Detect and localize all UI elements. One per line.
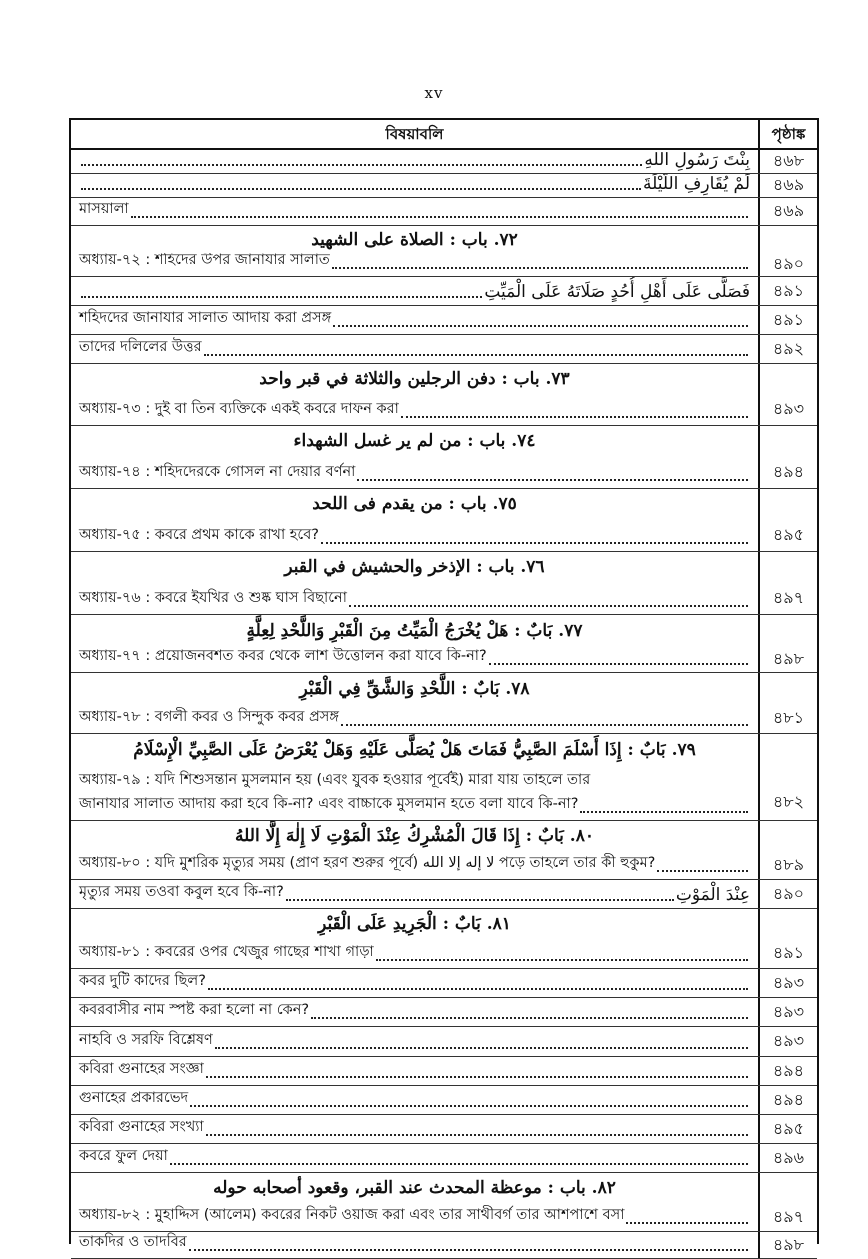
entry-text: অধ্যায়-৭৫ : কবরে প্রথম কাকে রাখা হবে? bbox=[79, 524, 319, 551]
chapter-heading: ٧٥. باب : من يقدم فى اللحد bbox=[312, 494, 517, 514]
table-row bbox=[71, 277, 817, 306]
entry-text: শহিদদের জানাযার সালাত আদায় করা প্রসঙ্গ bbox=[79, 307, 331, 334]
page-number-cell: ৪৯৩ bbox=[772, 1031, 805, 1050]
table-row bbox=[71, 1027, 817, 1057]
table-row bbox=[71, 765, 817, 821]
topic-cell bbox=[71, 277, 760, 305]
entry-text: তাদের দলিলের উত্তর bbox=[79, 336, 202, 363]
topic-cell bbox=[71, 364, 760, 393]
topic-cell bbox=[71, 615, 760, 647]
topic-cell bbox=[71, 335, 760, 363]
table-row bbox=[71, 1173, 817, 1203]
page-number-cell: ৪৯৫ bbox=[772, 1118, 805, 1138]
entry-text: অধ্যায়-৭৩ : দুই বা তিন ব্যক্তিকে একই কবরে দাফন করা bbox=[79, 398, 399, 425]
page-number-cell bbox=[760, 734, 817, 765]
table-row bbox=[71, 1086, 817, 1115]
topic-cell bbox=[71, 456, 760, 488]
table-row bbox=[71, 1203, 817, 1232]
entry-text: কবরে ফুল দেয়া bbox=[79, 1145, 168, 1172]
entry-text: কবিরা গুনাহের সংজ্ঞা bbox=[79, 1058, 204, 1085]
page-number-cell: ৪৯৫ bbox=[772, 524, 805, 544]
topic-cell bbox=[71, 821, 760, 851]
header-page: পৃষ্ঠাঙ্ক bbox=[771, 125, 806, 143]
table-row bbox=[71, 552, 817, 582]
topic-cell bbox=[71, 734, 760, 765]
page-number-cell: ৪৯৩ bbox=[772, 1001, 805, 1021]
entry-text: জানাযার সালাত আদায় করা হবে কি-না? এবং বাচ্চাকে মুসলমান হতে বলা যাবে কি-না? bbox=[79, 793, 578, 820]
topic-cell bbox=[71, 851, 760, 879]
page-number-cell: ৪৮২ bbox=[772, 792, 805, 811]
table-row bbox=[71, 1115, 817, 1144]
table-row bbox=[71, 253, 817, 277]
table-row bbox=[71, 1057, 817, 1086]
topic-cell bbox=[71, 1203, 760, 1231]
toc-header bbox=[71, 120, 817, 150]
dot-leader bbox=[349, 605, 748, 607]
page-number-cell bbox=[760, 426, 817, 456]
table-row bbox=[71, 426, 817, 456]
table-row bbox=[71, 150, 817, 174]
entry-text: অধ্যায়-৭২ : শহিদের উপর জানাযার সালাত bbox=[79, 253, 330, 276]
dot-leader bbox=[376, 959, 748, 961]
entry-text-line2 bbox=[79, 793, 750, 820]
table-row bbox=[71, 734, 817, 765]
page-number-cell: ৪৯৪ bbox=[772, 1089, 805, 1109]
table-row bbox=[71, 335, 817, 364]
dot-leader bbox=[341, 724, 748, 726]
table-row bbox=[71, 364, 817, 393]
entry-text: অধ্যায়-৭৭ : প্রয়োজনবশত কবর থেকে লাশ উত্তোলন করা যাবে কি-না? bbox=[79, 647, 487, 672]
page-number-cell bbox=[760, 364, 817, 393]
topic-cell bbox=[71, 673, 760, 704]
chapter-heading: ٧٧. بَابٌ : هَلْ يُخْرَجُ الْمَيِّتُ مِنَ الْقَبْرِ وَاللَّحْدِ لِعِلَّةٍ bbox=[246, 621, 583, 641]
page-number-cell bbox=[760, 226, 817, 253]
page-number-cell: ৪৯০ bbox=[772, 883, 805, 903]
table-row bbox=[71, 306, 817, 335]
topic-cell bbox=[71, 880, 760, 908]
dot-leader bbox=[626, 1222, 748, 1224]
entry-text: অধ্যায়-৮২ : মুহাদ্দিস (আলেম) কবরের নিকট ওয়াজ করা এবং তার সাথীবর্গ তার আশপাশে বসা bbox=[79, 1204, 624, 1231]
table-row bbox=[71, 998, 817, 1027]
table-row bbox=[71, 1232, 817, 1259]
table-row bbox=[71, 519, 817, 552]
page-number-cell bbox=[760, 1173, 817, 1203]
page-number-cell bbox=[760, 821, 817, 851]
dot-leader bbox=[657, 870, 748, 872]
toc-rows bbox=[71, 150, 817, 1259]
page-number-cell: ৪৯৭ bbox=[772, 587, 805, 607]
dot-leader bbox=[204, 354, 748, 356]
table-row bbox=[71, 489, 817, 519]
topic-cell bbox=[71, 765, 760, 820]
entry-text: অধ্যায়-৮০ : যদি মুশরিক মৃত্যুর সময় (প্রাণ হরণ শুরুর পূর্বে) لا إله إلا الله পড়ে তাহলে তার কী হুকুম? bbox=[79, 852, 655, 879]
topic-cell bbox=[71, 1144, 760, 1172]
topic-cell bbox=[71, 647, 760, 672]
table-row bbox=[71, 939, 817, 969]
entry-text: অধ্যায়-৭৮ : বগলী কবর ও সিন্দুক কবর প্রসঙ্গ bbox=[79, 706, 339, 733]
page-number-cell: ৪৯৬ bbox=[772, 1147, 805, 1167]
topic-cell bbox=[71, 1057, 760, 1085]
entry-text: অধ্যায়-৭৪ : শহিদদেরকে গোসল না দেয়ার বর্ণনা bbox=[79, 461, 355, 488]
topic-cell bbox=[71, 939, 760, 968]
entry-text: তাকদির ও তাদবির bbox=[79, 1232, 187, 1258]
table-of-contents bbox=[69, 118, 819, 1254]
page-number-cell: ৪৬৯ bbox=[772, 175, 805, 194]
entry-text: কবিরা গুনাহের সংখ্যা bbox=[79, 1116, 204, 1143]
dot-leader bbox=[357, 479, 748, 481]
topic-cell bbox=[71, 704, 760, 733]
topic-cell bbox=[71, 1232, 760, 1258]
page-number-cell: ৪৯৪ bbox=[772, 1060, 805, 1080]
table-row bbox=[71, 198, 817, 226]
table-row bbox=[71, 174, 817, 198]
topic-cell bbox=[71, 909, 760, 939]
topic-cell bbox=[71, 198, 760, 225]
table-row bbox=[71, 1144, 817, 1173]
entry-text: কবরবাসীর নাম স্পষ্ট করা হলো না কেন? bbox=[79, 999, 309, 1026]
dot-leader bbox=[189, 1249, 748, 1251]
dot-leader bbox=[81, 164, 642, 166]
topic-cell bbox=[71, 306, 760, 334]
dot-leader bbox=[81, 188, 641, 190]
dot-leader bbox=[286, 899, 674, 901]
chapter-heading: ٧٨. بَابٌ : اللَّحْدِ وَالشَّقِّ فِي الْقَبْرِ bbox=[299, 678, 530, 699]
page-number-cell: ৪৮১ bbox=[772, 708, 805, 727]
table-row bbox=[71, 880, 817, 909]
page-number-cell: ৪৯৩ bbox=[772, 398, 805, 418]
dot-leader bbox=[206, 1134, 748, 1136]
dot-leader bbox=[332, 267, 748, 269]
dot-leader bbox=[206, 1076, 748, 1078]
entry-text: গুনাহের প্রকারভেদ bbox=[79, 1087, 188, 1114]
page-number-cell: ৪৯১ bbox=[772, 280, 805, 300]
entry-text: মাসয়ালা bbox=[79, 198, 129, 225]
table-row bbox=[71, 673, 817, 704]
chapter-heading: ٧٦. باب : الإذخر والحشيش في القبر bbox=[284, 557, 545, 577]
topic-cell bbox=[71, 552, 760, 582]
table-row bbox=[71, 226, 817, 253]
entry-arabic-text: عِنْدَ الْمَوْتِ bbox=[676, 885, 750, 908]
topic-cell bbox=[71, 426, 760, 456]
dot-leader bbox=[215, 1047, 748, 1049]
topic-cell bbox=[71, 1173, 760, 1203]
topic-cell bbox=[71, 969, 760, 997]
dot-leader bbox=[190, 1105, 748, 1107]
entry-text: কবর দুটি কাদের ছিল? bbox=[79, 970, 206, 997]
topic-cell bbox=[71, 253, 760, 276]
page-number: xv bbox=[424, 84, 444, 102]
entry-text-line1: অধ্যায়-৭৯ : যদি শিশুসন্তান মুসলমান হয় (এবং যুবক হওয়ার পূর্বেই) মারা যায় তাহলে তার bbox=[79, 772, 591, 788]
page-number-cell: ৪৯৭ bbox=[772, 1206, 805, 1226]
topic-cell bbox=[71, 150, 760, 173]
page-number-cell: ৪৯০ bbox=[772, 254, 805, 273]
header-topic: বিষয়াবলি bbox=[71, 120, 760, 148]
entry-text: لَمْ يُقَارِفِ اللَّيْلَةَ bbox=[643, 174, 750, 197]
page-number-cell: ৪৬৮ bbox=[772, 151, 805, 170]
table-row bbox=[71, 647, 817, 673]
topic-cell bbox=[71, 998, 760, 1026]
topic-cell bbox=[71, 174, 760, 197]
table-row bbox=[71, 456, 817, 489]
chapter-heading: ٧٣. باب : دفن الرجلين والثلاثة في قبر واحد bbox=[259, 368, 570, 389]
dot-leader bbox=[131, 216, 748, 218]
page-number-cell: ৪৮৯ bbox=[772, 854, 805, 874]
chapter-heading: ٧٢. باب : الصلاة على الشهيد bbox=[311, 229, 518, 250]
topic-cell bbox=[71, 519, 760, 551]
chapter-heading: ٧٤. باب : من لم ير غسل الشهداء bbox=[293, 431, 536, 451]
table-row bbox=[71, 393, 817, 426]
chapter-heading: ٧٩. بَابٌ : إِذَا أَسْلَمَ الصَّبِيُّ فَمَاتَ هَلْ يُصَلَّى عَلَيْهِ وَهَلْ يُعْرَضُ عَلَى الصَّبِيِّ الْإِسْلَامُ bbox=[133, 739, 696, 760]
dot-leader bbox=[401, 416, 748, 418]
topic-cell bbox=[71, 1027, 760, 1056]
page-number-cell: ৪৯১ bbox=[772, 309, 805, 329]
topic-cell bbox=[71, 1115, 760, 1143]
dot-leader bbox=[580, 811, 748, 813]
chapter-heading: ٨١. بَابٌ : الْجَرِيدِ عَلَى الْقَبْرِ bbox=[318, 914, 511, 934]
topic-cell bbox=[71, 393, 760, 425]
dot-leader bbox=[81, 296, 482, 298]
table-row bbox=[71, 851, 817, 880]
dot-leader bbox=[170, 1163, 748, 1165]
page-number-cell bbox=[760, 552, 817, 582]
table-row bbox=[71, 821, 817, 851]
dot-leader bbox=[311, 1017, 748, 1019]
page-number-cell bbox=[760, 615, 817, 647]
page-number-cell: ৪৯৩ bbox=[772, 972, 805, 992]
page-number-cell: ৪৯৮ bbox=[772, 1234, 805, 1254]
topic-cell bbox=[71, 582, 760, 614]
table-row bbox=[71, 909, 817, 939]
entry-text: মৃত্যুর সময় তওবা কবুল হবে কি-না? bbox=[79, 881, 284, 908]
table-row bbox=[71, 704, 817, 734]
topic-cell bbox=[71, 489, 760, 519]
page-number-cell: ৪৬৯ bbox=[772, 201, 805, 220]
topic-cell bbox=[71, 1086, 760, 1114]
chapter-heading: ٨٢. باب : موعظة المحدث عند القبر، وقعود أصحابه حوله bbox=[213, 1178, 616, 1198]
page-number-cell bbox=[760, 673, 817, 704]
dot-leader bbox=[208, 988, 748, 990]
page-number-cell: ৪৯২ bbox=[772, 338, 805, 358]
page-number-cell: ৪৯৪ bbox=[772, 461, 805, 481]
table-row bbox=[71, 582, 817, 615]
dot-leader bbox=[489, 663, 748, 665]
entry-text: অধ্যায়-৮১ : কবরের ওপর খেজুর গাছের শাখা গাড়া bbox=[79, 941, 374, 968]
page-number-cell: ৪৯৮ bbox=[772, 649, 805, 668]
page-number-cell bbox=[760, 909, 817, 939]
chapter-heading: ٨٠. بَابٌ : إِذَا قَالَ الْمُشْرِكُ عِنْدَ الْمَوْتِ لَا إِلٰهَ إِلَّا اللهُ bbox=[235, 826, 594, 846]
dot-leader bbox=[333, 325, 748, 327]
entry-text: অধ্যায়-৭৬ : কবরে ইযখির ও শুষ্ক ঘাস বিছানো bbox=[79, 587, 347, 614]
table-row bbox=[71, 615, 817, 647]
dot-leader bbox=[321, 542, 748, 544]
page-number-cell: ৪৯১ bbox=[772, 943, 805, 962]
topic-cell bbox=[71, 226, 760, 253]
entry-text: فَصَلَّى عَلَى أَهْلِ أُحُدٍ صَلَاتَهُ عَلَى الْمَيِّتِ bbox=[484, 282, 750, 305]
entry-text: بِنْتَ رَسُولِ اللهِ bbox=[644, 150, 750, 173]
page-number-cell bbox=[760, 489, 817, 519]
table-row bbox=[71, 969, 817, 998]
entry-text: নাহবি ও সরফি বিশ্লেষণ bbox=[79, 1029, 213, 1056]
